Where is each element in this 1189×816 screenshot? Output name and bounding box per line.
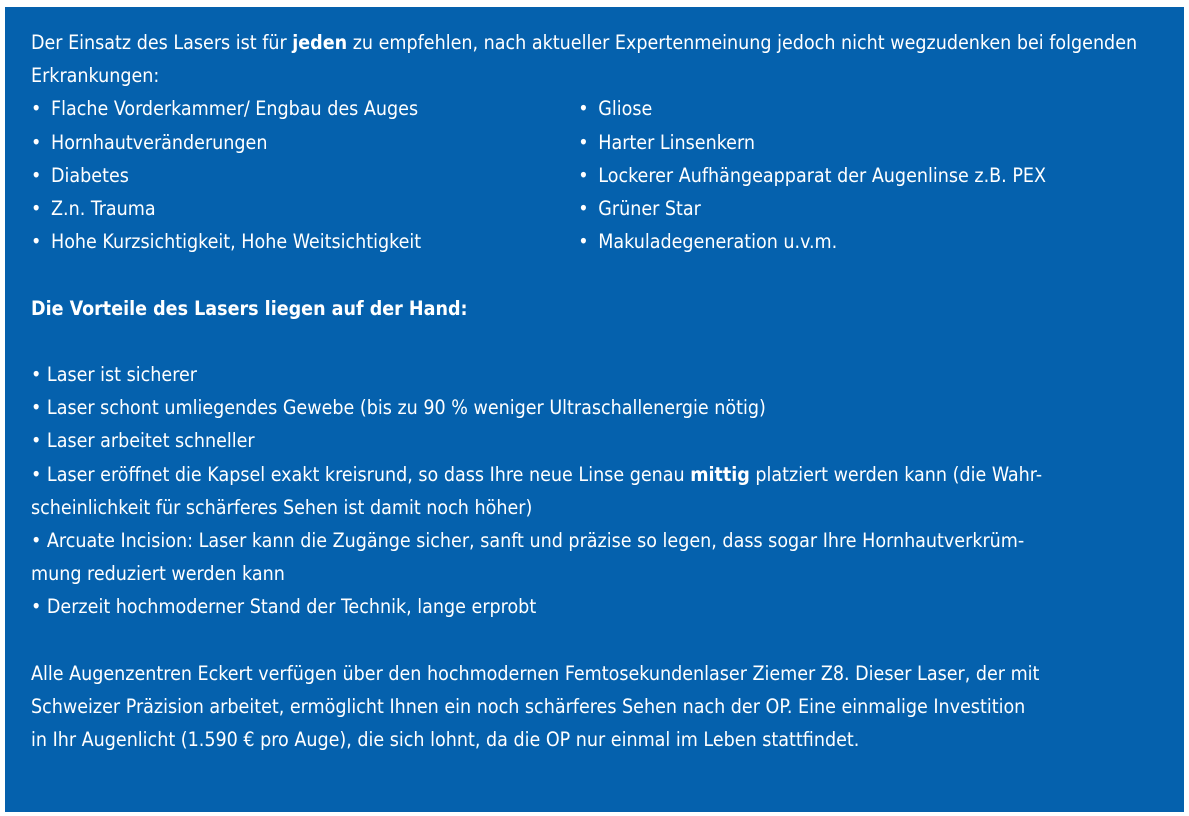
condition-item: • Gliose [578,92,1158,125]
advantage-item-continuation: mung reduziert werden kann [31,562,285,586]
condition-item: • Flache Vorderkammer/ Engbau des Auges [31,92,578,125]
advantages-list [31,358,1158,624]
advantage-item: • Arcuate Incision: Laser kann die Zugänge sicher, sanft und präzise so legen, dass sogar Ihre Hornhautverkrüm- [31,529,1025,553]
advantage-emphasis: mittig [690,462,750,486]
spacer [31,258,1158,291]
conditions-list-left [31,92,578,258]
condition-item: • Hornhautveränderungen [31,126,578,159]
advantages-heading: Die Vorteile des Lasers liegen auf der Hand: [31,296,468,320]
intro-text-end: zu empfehlen, nach aktueller Expertenmeinung jedoch nicht wegzudenken bei folgenden Erkrankungen: [31,31,1138,88]
advantage-item: • Laser eröffnet die Kapsel exakt kreisrund, so dass Ihre neue Linse genau mittig platziert werden kann (die Wahr- [31,462,1043,486]
condition-item: • Diabetes [31,159,578,192]
conditions-columns [31,92,1158,258]
closing-line: Alle Augenzentren Eckert verfügen über den hochmodernen Femtosekundenlaser Ziemer Z8. Dieser Laser, der mit [31,661,1040,685]
info-panel [5,7,1184,812]
advantage-item: • Derzeit hochmoderner Stand der Technik, lange erprobt [31,595,537,619]
condition-item: • Lockerer Aufhängeapparat der Augenlinse z.B. PEX [578,159,1158,192]
advantage-item: • Laser arbeitet schneller [31,429,255,453]
conditions-list-right [578,92,1158,258]
intro-emphasis: jeden [292,31,348,54]
condition-item: • Grüner Star [578,192,1158,225]
condition-item: • Harter Linsenkern [578,126,1158,159]
spacer [31,325,1158,358]
closing-line: Schweizer Präzision arbeitet, ermöglicht Ihnen ein noch schärferes Sehen nach der OP. Eine einmalige Investition [31,695,1026,719]
advantage-item: • Laser schont umliegendes Gewebe (bis zu 90 % weniger Ultraschallenergie nötig) [31,396,766,420]
closing-paragraph [31,657,1158,757]
closing-line: in Ihr Augenlicht (1.590 € pro Auge), die sich lohnt, da die OP nur einmal im Leben stattfindet. [31,728,860,752]
advantage-item: • Laser ist sicherer [31,363,197,386]
intro-paragraph [31,26,1158,92]
advantage-item-continuation: scheinlichkeit für schärferes Sehen ist damit noch höher) [31,495,533,519]
intro-text-start: Der Einsatz des Lasers ist für [31,31,293,54]
spacer [31,624,1158,657]
condition-item: • Makuladegeneration u.v.m. [578,225,1158,258]
condition-item: • Hohe Kurzsichtigkeit, Hohe Weitsichtigkeit [31,225,578,258]
condition-item: • Z.n. Trauma [31,192,578,225]
